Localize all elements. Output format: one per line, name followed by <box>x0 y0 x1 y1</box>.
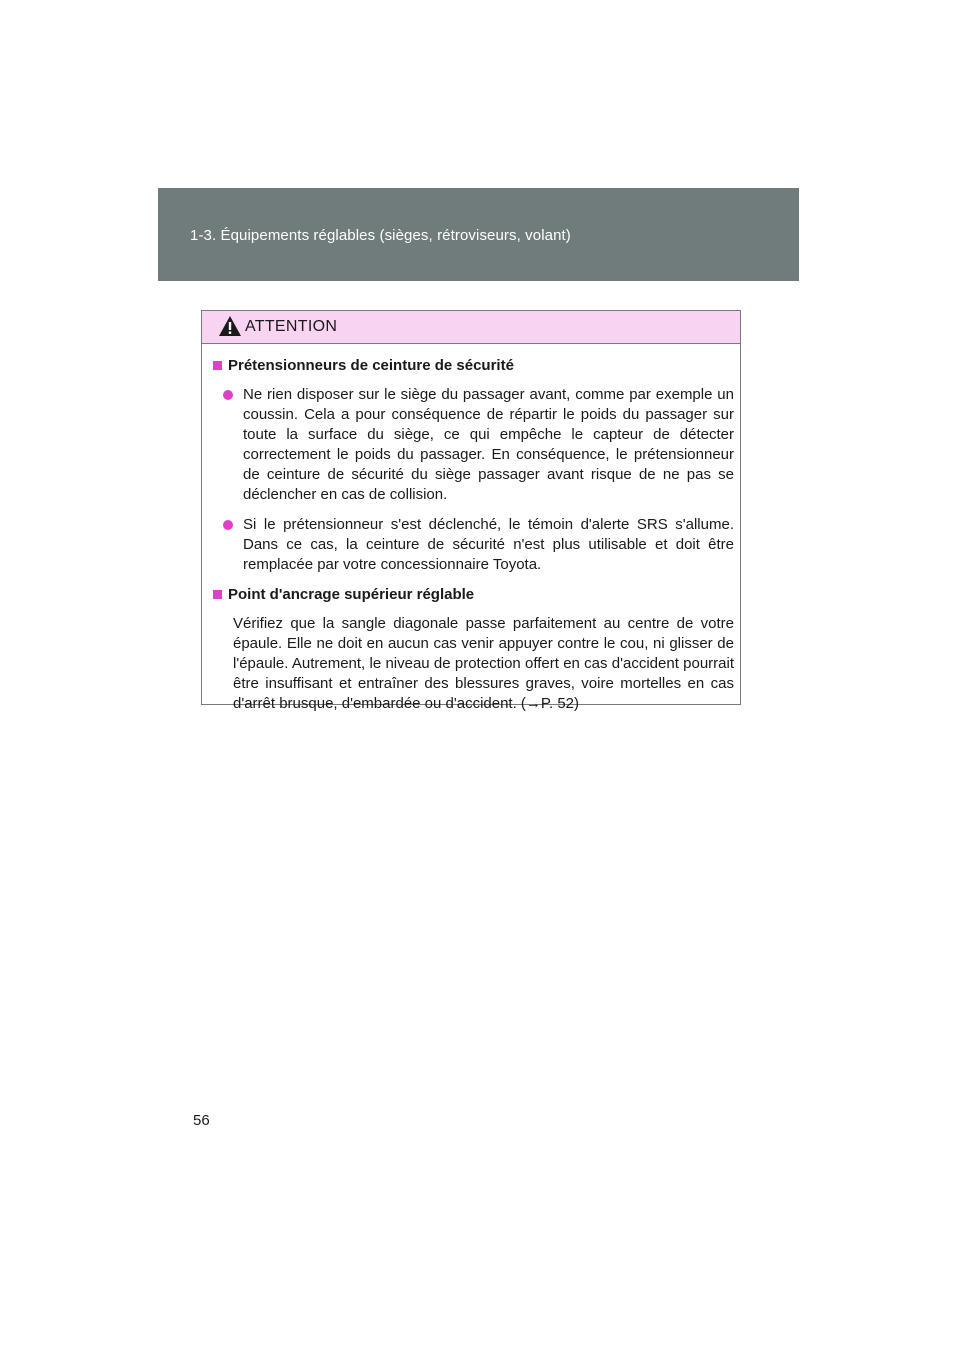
square-bullet-icon <box>213 590 222 599</box>
chapter-header-band <box>158 188 799 281</box>
list-item <box>223 385 734 505</box>
attention-body <box>202 344 740 714</box>
section-title-text: Point d'ancrage supérieur réglable <box>228 586 475 603</box>
warning-triangle-icon <box>218 315 242 337</box>
round-bullet-icon <box>223 520 233 530</box>
list-item <box>223 515 734 575</box>
section-title-text: Prétensionneurs de ceinture de sécurité <box>228 357 514 374</box>
round-bullet-icon <box>223 390 233 400</box>
attention-box <box>201 310 741 712</box>
list-item-text: Ne rien disposer sur le siège du passager avant, comme par exemple un coussin. Cela a pour conséquence de répartir le poids du passager sur toute la surface du siège, ce qui empêche le capteur de détecter correctement le poids du passager. En conséquence, le prétensionneur de ceinture de sécurité du siège passager avant risque de ne pas se déclencher en cas de collision. <box>243 386 734 503</box>
chapter-section-title: 1-3. Équipements réglables (sièges, rétroviseurs, volant) <box>190 227 571 244</box>
anchor-point-paragraph: Vérifiez que la sangle diagonale passe parfaitement au centre de votre épaule. Elle ne doit en aucun cas venir appuyer contre le cou, ni glisser de l'épaule. Autrement, le niveau de protection offert en cas d'accident pourrait être insuffisant et entraîner des blessures graves, voire mortelles en cas d'arrêt brusque, d'embardée ou d'accident. (→P. 52) <box>233 615 734 712</box>
section-title-pretensioners <box>213 356 734 376</box>
attention-label: ATTENTION <box>245 318 338 335</box>
page-number: 56 <box>193 1112 210 1129</box>
square-bullet-icon <box>213 361 222 370</box>
list-item-text: Si le prétensionneur s'est déclenché, le témoin d'alerte SRS s'allume. Dans ce cas, la ceinture de sécurité n'est plus utilisable et doit être remplacée par votre concessionnaire Toyota. <box>243 516 734 573</box>
attention-header <box>202 311 740 344</box>
section-title-anchor-point <box>213 585 734 605</box>
